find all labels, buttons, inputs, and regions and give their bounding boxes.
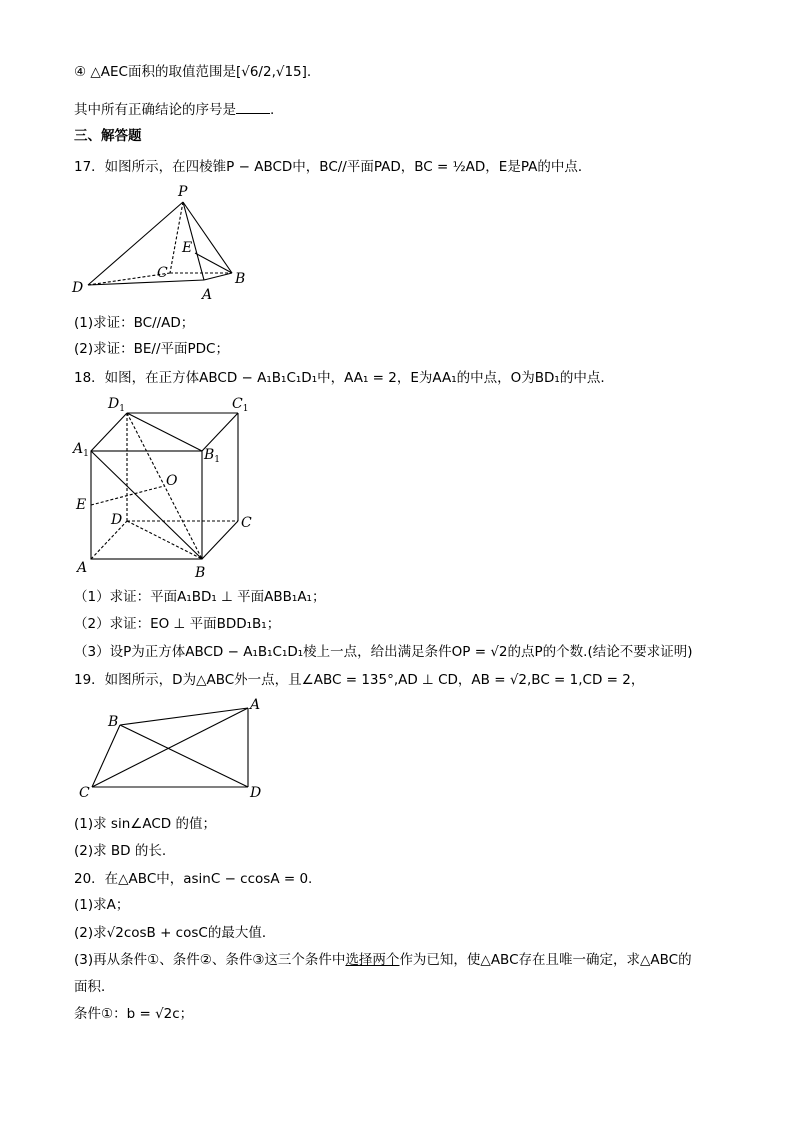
prompt-end: . <box>270 102 275 118</box>
q20-part3-a: (3)再从条件①、条件②、条件③这三个条件中 <box>74 952 346 968</box>
label-B: B <box>195 565 206 581</box>
q18-part1: （1）求证：平面A₁BD₁ ⊥ 平面ABB₁A₁； <box>74 589 326 605</box>
line-answer-prompt <box>74 101 274 119</box>
answer-blank <box>236 101 270 114</box>
figure-18-cube <box>70 390 270 582</box>
q17-part1: (1)求证：BC//AD； <box>74 315 195 331</box>
q18-stem: 18．如图，在正方体ABCD − A₁B₁C₁D₁中，AA₁ = 2，E为AA₁的中点，O为BD₁的中点. <box>74 370 605 386</box>
label-D: D <box>72 280 84 296</box>
label-B: B <box>108 714 119 730</box>
q19-part1: (1)求 sin∠ACD 的值； <box>74 816 216 832</box>
prompt-text: 其中所有正确结论的序号是 <box>74 102 236 118</box>
label-O: O <box>166 473 178 489</box>
label-B: B <box>235 271 246 287</box>
label-C: C <box>241 515 252 531</box>
label-D: D <box>111 512 123 528</box>
figure-17-pyramid <box>70 182 260 302</box>
label-E: E <box>182 240 193 256</box>
q19-part2: (2)求 BD 的长. <box>74 843 167 859</box>
q17-stem: 17．如图所示，在四棱锥P − ABCD中，BC//平面PAD，BC = ½AD，E是PA的中点． <box>74 159 592 175</box>
q20-part3 <box>74 951 692 969</box>
label-B1: $B_1$ <box>204 447 221 465</box>
label-A: A <box>202 287 213 302</box>
q20-part3-cont: 面积． <box>74 979 115 995</box>
q20-part3-c: 作为已知，使△ABC存在且唯一确定，求△ABC的 <box>399 952 692 968</box>
q19-stem: 19．如图所示，D为△ABC外一点，且∠ABC = 135°,AD ⊥ CD，AB = √2,BC = 1,CD = 2， <box>74 672 645 688</box>
q18-part3: （3）设P为正方体ABCD − A₁B₁C₁D₁棱上一点，给出满足条件OP = √2的点P的个数.(结论不要求证明) <box>74 644 693 660</box>
label-C: C <box>157 265 168 281</box>
q20-condition1: 条件①：b = √2c； <box>74 1006 194 1022</box>
label-A1: $A_1$ <box>73 441 89 459</box>
label-D1: $D_1$ <box>108 396 125 414</box>
figure-19-quadrilateral <box>76 693 276 805</box>
q20-part1: (1)求A； <box>74 897 130 913</box>
q20-part3-underlined: 选择两个 <box>345 952 400 968</box>
q18-part2: （2）求证：EO ⊥ 平面BDD₁B₁； <box>74 616 281 632</box>
label-A: A <box>77 560 88 576</box>
q20-stem: 20．在△ABC中，asinC − ccosA = 0. <box>74 871 313 887</box>
label-A: A <box>250 697 261 713</box>
label-E: E <box>76 497 87 513</box>
label-C: C <box>79 785 90 801</box>
label-P: P <box>178 184 188 200</box>
q20-part2: (2)求√2cosB + cosC的最大值． <box>74 925 276 941</box>
label-D: D <box>250 785 262 801</box>
q17-part2: (2)求证：BE//平面PDC； <box>74 341 229 357</box>
label-C1: $C_1$ <box>232 396 249 414</box>
line-option-4: ④ △AEC面积的取值范围是[√6/2,√15]. <box>74 64 312 80</box>
section-heading: 三、解答题 <box>74 128 142 144</box>
